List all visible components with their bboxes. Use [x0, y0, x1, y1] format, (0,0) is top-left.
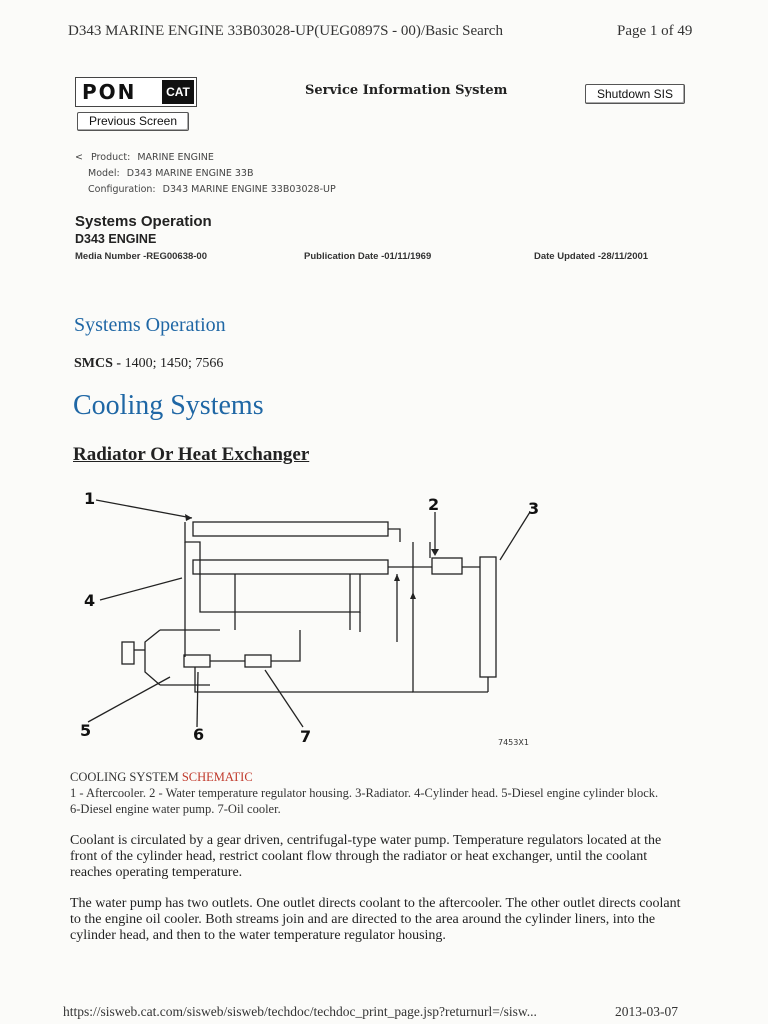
product-label: Product:: [91, 152, 131, 163]
cooling-system-schematic: [60, 482, 580, 752]
diagram-label-5: 5: [80, 721, 92, 740]
date-updated: Date Updated -28/11/2001: [534, 251, 649, 262]
diagram-label-2: 2: [428, 495, 440, 514]
previous-screen-button[interactable]: Previous Screen: [77, 112, 189, 131]
pon-logo-text: PON: [82, 80, 137, 104]
footer-date: 2013-03-07: [615, 1004, 678, 1019]
diagram-label-4: 4: [84, 591, 96, 610]
diagram-label-7: 7: [300, 727, 312, 746]
model-row: [88, 168, 253, 179]
figure-caption: [70, 769, 710, 817]
shutdown-sis-button[interactable]: Shutdown SIS: [585, 84, 685, 104]
document-title: D343 MARINE ENGINE 33B03028-UP(UEG0897S - 00)/Basic Search: [68, 23, 503, 39]
smcs-label: SMCS -: [74, 356, 122, 371]
configuration-label: Configuration:: [88, 184, 156, 195]
leader-line-5: [88, 677, 170, 722]
model-label: Model:: [88, 168, 120, 179]
section-title: Systems Operation: [74, 314, 226, 336]
doc-type-title: Systems Operation: [75, 213, 212, 230]
leader-line-6: [197, 672, 198, 727]
caption-line-2: 6-Diesel engine water pump. 7-Oil cooler.: [70, 802, 281, 816]
smcs-row: [74, 356, 223, 372]
caption-line-1: 1 - Aftercooler. 2 - Water temperature regulator housing. 3-Radiator. 4-Cylinder head. 5-Diesel engine cylinder block.: [70, 786, 659, 800]
publication-date: Publication Date -01/11/1969: [304, 251, 432, 262]
oil-cooler-shape: [245, 655, 271, 667]
footer-url: https://sisweb.cat.com/sisweb/sisweb/techdoc/techdoc_print_page.jsp?returnurl=/sisw...: [63, 1004, 537, 1019]
diagram-label-6: 6: [193, 725, 205, 744]
leader-line-3: [500, 512, 530, 560]
pon-cat-logo: [75, 77, 197, 107]
engine-title: D343 ENGINE: [75, 232, 157, 246]
leader-line-1: [96, 500, 192, 518]
back-marker-icon[interactable]: <: [75, 152, 83, 163]
regulator-housing-shape: [432, 558, 462, 574]
caption-highlight: SCHEMATIC: [181, 770, 253, 784]
media-number: Media Number -REG00638-00: [75, 251, 207, 262]
cat-logo-text: CAT: [162, 80, 194, 104]
configuration-value: D343 MARINE ENGINE 33B03028-UP: [162, 184, 336, 195]
paragraph-coolant: Coolant is circulated by a gear driven, centrifugal-type water pump. Temperature regulators located at the front of the cylinder head, restrict coolant flow through the radiator or heat exchanger, until the coolant reaches operating temperature.: [70, 833, 662, 880]
caption-prefix: COOLING SYSTEM: [70, 770, 182, 784]
leader-line-4: [100, 578, 182, 600]
product-row: [75, 152, 214, 163]
diagram-label-3: 3: [528, 499, 540, 518]
product-value: MARINE ENGINE: [137, 152, 214, 163]
configuration-row: [88, 184, 336, 195]
sis-title: Service Information System: [305, 83, 508, 98]
smcs-values: 1400; 1450; 7566: [121, 356, 224, 371]
cylinder-head-shape: [193, 560, 388, 574]
model-value: D343 MARINE ENGINE 33B: [126, 168, 254, 179]
cooling-systems-heading: Cooling Systems: [73, 390, 264, 421]
leader-line-7: [265, 670, 303, 727]
radiator-subheading: Radiator Or Heat Exchanger: [73, 444, 310, 465]
caption-title: [70, 769, 710, 785]
water-pump-shape: [184, 655, 210, 667]
radiator-shape: [480, 557, 496, 677]
figure-id: 7453X1: [498, 738, 529, 747]
aftercooler-shape: [193, 522, 388, 536]
page-number: Page 1 of 49: [617, 23, 693, 39]
diagram-label-1: 1: [84, 489, 96, 508]
paragraph-water-pump: The water pump has two outlets. One outlet directs coolant to the aftercooler. The other outlet directs coolant to the engine oil cooler. Both streams join and are directed to the area around the cylinder liners, into the cylinder head, and then to the water temperature regulator housing.: [70, 896, 681, 943]
